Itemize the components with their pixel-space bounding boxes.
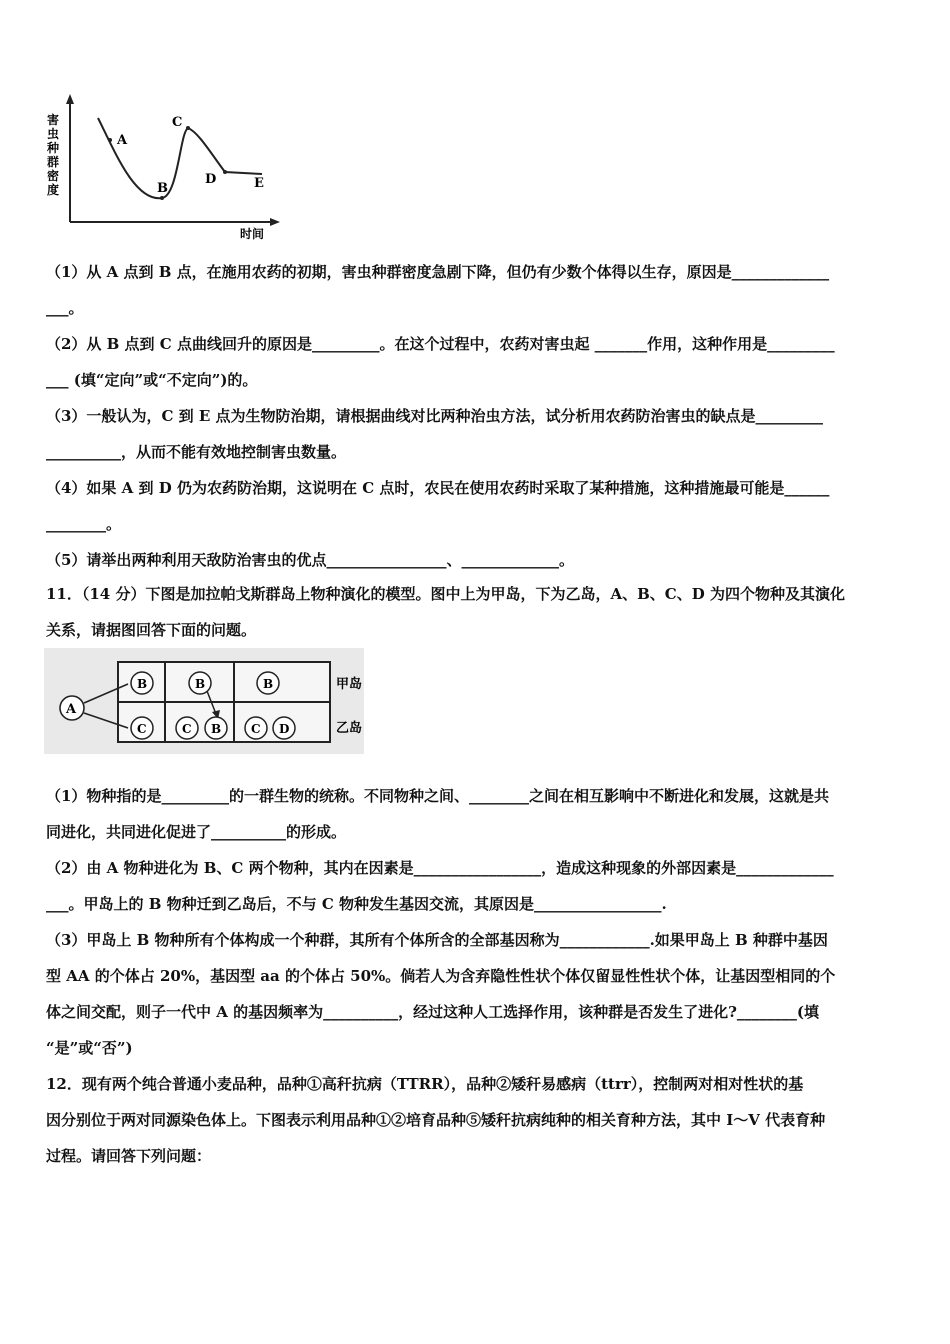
point-c-marker bbox=[186, 126, 190, 130]
island-jia-label: 甲岛 bbox=[336, 677, 363, 692]
q11-line-4: 同进化，共同进化促进了__________的形成。 bbox=[46, 823, 347, 841]
q11-line-2: 关系，请据图回答下面的问题。 bbox=[46, 621, 257, 639]
species-d-label: D bbox=[279, 722, 290, 736]
q10-line-1: （1）从 A 点到 B 点，在施用农药的初期，害虫种群密度急剧下降，但仍有少数个体得以生存，原因是_____________ bbox=[46, 263, 830, 281]
y-label-char: 虫 bbox=[47, 127, 60, 141]
q11-line-9: 体之间交配，则子一代中 A 的基因频率为__________，经过这种人工选择作用，该种群是否发生了进化?________(填 bbox=[46, 1003, 819, 1021]
q10-line-7: （4）如果 A 到 D 仍为农药防治期，这说明在 C 点时，农民在使用农药时采取了某种措施，这种措施最可能是______ bbox=[46, 479, 830, 497]
point-d-marker bbox=[223, 170, 227, 174]
y-label-char: 度 bbox=[47, 183, 60, 197]
q10-line-4: ___ (填“定向”或“不定向”)的。 bbox=[46, 371, 258, 389]
y-label-char: 害 bbox=[47, 113, 60, 127]
y-label-char: 密 bbox=[47, 169, 60, 183]
q11-line-10: “是”或“否”) bbox=[46, 1039, 133, 1057]
point-b-marker bbox=[160, 196, 164, 200]
x-axis-arrow bbox=[270, 218, 280, 226]
q10-line-2: ___。 bbox=[46, 299, 84, 317]
species-a-node bbox=[60, 696, 84, 720]
point-b-label: B bbox=[157, 181, 168, 196]
density-curve bbox=[98, 118, 262, 198]
q12-line-1: 12．现有两个纯合普通小麦品种，品种①高秆抗病（TTRR），品种②矮秆易感病（ttrr），控制两对相对性状的基 bbox=[46, 1075, 804, 1093]
x-axis-label: 时间 bbox=[240, 227, 265, 240]
species-a-label: A bbox=[66, 702, 77, 717]
point-a-label: A bbox=[117, 133, 128, 148]
species-c-label: C bbox=[182, 722, 192, 736]
species-b-label: B bbox=[263, 677, 274, 691]
species-evolution-diagram bbox=[44, 648, 364, 754]
q10-line-5: （3）一般认为，C 到 E 点为生物防治期，请根据曲线对比两种治虫方法，试分析用农药防治害虫的缺点是_________ bbox=[46, 407, 823, 425]
species-c-label: C bbox=[137, 722, 147, 736]
q10-line-6: __________，从而不能有效地控制害虫数量。 bbox=[46, 443, 347, 461]
q11-line-8: 型 AA 的个体占 20%，基因型 aa 的个体占 50%。倘若人为含弃隐性性状个体仅留显性性状个体，让基因型相同的个 bbox=[46, 967, 836, 985]
q12-line-2: 因分别位于两对同源染色体上。下图表示利用品种①②培育品种⑤矮秆抗病纯种的相关育种方法，其中 I～V 代表育种 bbox=[46, 1111, 826, 1129]
y-label-char: 群 bbox=[47, 155, 60, 169]
point-e-label: E bbox=[254, 176, 264, 191]
q12-line-3: 过程。请回答下列问题： bbox=[46, 1147, 212, 1165]
y-axis-arrow bbox=[66, 94, 74, 104]
q11-line-6: ___。甲岛上的 B 物种迁到乙岛后，不与 C 物种发生基因交流，其原因是_________________. bbox=[46, 895, 667, 913]
island-yi-label: 乙岛 bbox=[336, 721, 363, 736]
species-b-label: B bbox=[195, 677, 206, 691]
point-a-marker bbox=[108, 138, 112, 142]
species-b-label: B bbox=[137, 677, 148, 691]
q10-line-8: ________。 bbox=[46, 515, 122, 533]
point-c-label: C bbox=[172, 115, 183, 130]
point-d-label: D bbox=[205, 172, 217, 187]
q10-line-9: （5）请举出两种利用天敌防治害虫的优点________________、_____________。 bbox=[46, 551, 574, 569]
species-b-label: B bbox=[211, 722, 222, 736]
q11-line-1: 11．（14 分）下图是加拉帕戈斯群岛上物种演化的模型。图中上为甲岛，下为乙岛，A、B、C、D 为四个物种及其演化 bbox=[46, 585, 845, 603]
pest-density-chart bbox=[40, 92, 290, 240]
species-c-label: C bbox=[251, 722, 261, 736]
q10-line-3: （2）从 B 点到 C 点曲线回升的原因是_________。在这个过程中，农药对害虫起 _______作用，这种作用是_________ bbox=[46, 335, 835, 353]
q11-line-3: （1）物种指的是_________的一群生物的统称。不同物种之间、________之间在相互影响中不断进化和发展，这就是共 bbox=[46, 787, 829, 805]
y-axis-label bbox=[46, 112, 59, 197]
q11-line-5: （2）由 A 物种进化为 B、C 两个物种，其内在因素是_________________，造成这种现象的外部因素是_____________ bbox=[46, 859, 834, 877]
y-label-char: 种 bbox=[47, 141, 60, 155]
q11-line-7: （3）甲岛上 B 物种所有个体构成一个种群，其所有个体所含的全部基因称为____________.如果甲岛上 B 种群中基因 bbox=[46, 931, 828, 949]
